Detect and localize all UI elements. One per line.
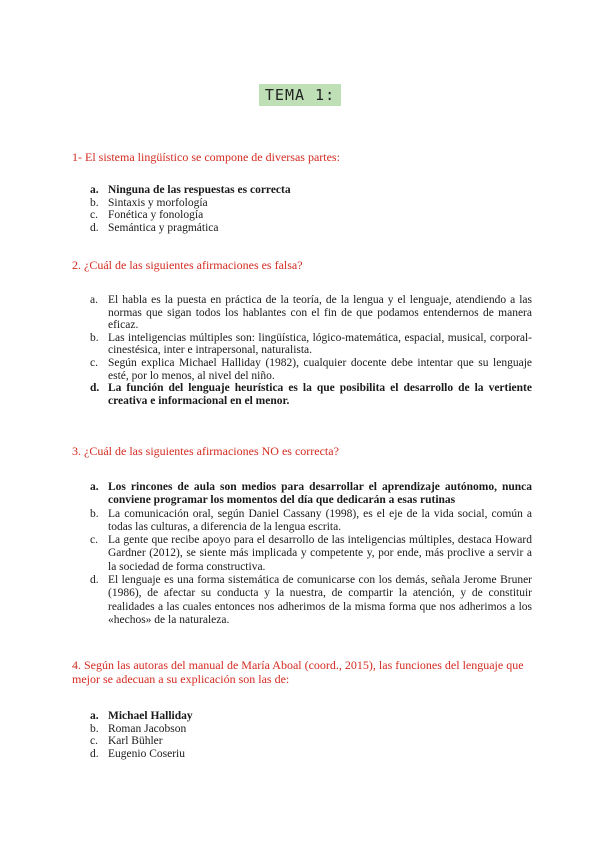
answer-option: b. La comunicación oral, según Daniel Cassany (1998), es el eje de la vida social, común a todas las culturas, a diferencia de la lengua escrita. bbox=[90, 507, 532, 533]
answer-option: b. Las inteligencias múltiples son: lingüística, lógico-matemática, espacial, musical, corporal-cinestésica, inter e intrapersonal, naturalista. bbox=[90, 331, 532, 357]
answer-option: d. Semántica y pragmática bbox=[90, 221, 219, 234]
answer-option: a. Ninguna de las respuestas es correcta bbox=[90, 184, 291, 196]
answer-option: b. Sintaxis y morfología bbox=[90, 196, 208, 209]
answer-option: d. La función del lenguaje heurística es la que posibilita el desarrollo de la vertiente creativa e informacional en el menor. bbox=[90, 382, 532, 407]
question-4-options bbox=[72, 710, 532, 760]
question-1-options bbox=[72, 184, 532, 234]
answer-option: c. Fonética y fonología bbox=[90, 209, 204, 222]
answer-option: a. Los rincones de aula son medios para desarrollar el aprendizaje autónomo, nunca conviene programar los momentos del día que dedicarán a esas rutinas bbox=[90, 481, 532, 507]
answer-option: a. El habla es la puesta en práctica de la teoría, de la lengua y el lenguaje, atendiendo a las normas que sigan todos los hablantes con el fin de que podamos entendernos de manera eficaz. bbox=[90, 294, 532, 332]
question-2-options bbox=[72, 294, 532, 407]
answer-option: c. La gente que recibe apoyo para el desarrollo de las inteligencias múltiples, destaca Howard Gardner (2012), se siente más implicada y competente y, por ende, más proclive a servir a la sociedad de forma constructiva. bbox=[90, 534, 532, 573]
question-2-prompt: 2. ¿Cuál de las siguientes afirmaciones es falsa? bbox=[72, 258, 303, 272]
answer-option: c. Según explica Michael Halliday (1982), cualquier docente debe intentar que su lenguaje esté, por lo menos, al nivel del niño. bbox=[90, 356, 532, 382]
question-4-prompt: 4. Según las autoras del manual de María Aboal (coord., 2015), las funciones del lenguaje que mejor se adecuan a su explicación son las de: bbox=[72, 658, 524, 686]
answer-option: c. Karl Bühler bbox=[90, 735, 163, 748]
page-title: TEMA 1: bbox=[259, 84, 341, 106]
question-1-prompt: 1- El sistema lingüístico se compone de diversas partes: bbox=[72, 150, 340, 164]
answer-option: d. Eugenio Coseriu bbox=[90, 747, 185, 760]
answer-option: d. El lenguaje es una forma sistemática de comunicarse con los demás, señala Jerome Bruner (1986), de afectar su conducta y la nuestra, de compartir la atención, y de constituir realidades a las cuales entonces nos adherimos de la misma forma que nos adherimos a los «hechos» de la naturaleza. bbox=[90, 574, 532, 626]
question-3-options bbox=[72, 481, 532, 627]
title-block bbox=[0, 84, 600, 106]
answer-option: b. Roman Jacobson bbox=[90, 722, 187, 735]
answer-option: a. Michael Halliday bbox=[90, 710, 193, 722]
question-3-prompt: 3. ¿Cuál de las siguientes afirmaciones NO es correcta? bbox=[72, 444, 339, 458]
